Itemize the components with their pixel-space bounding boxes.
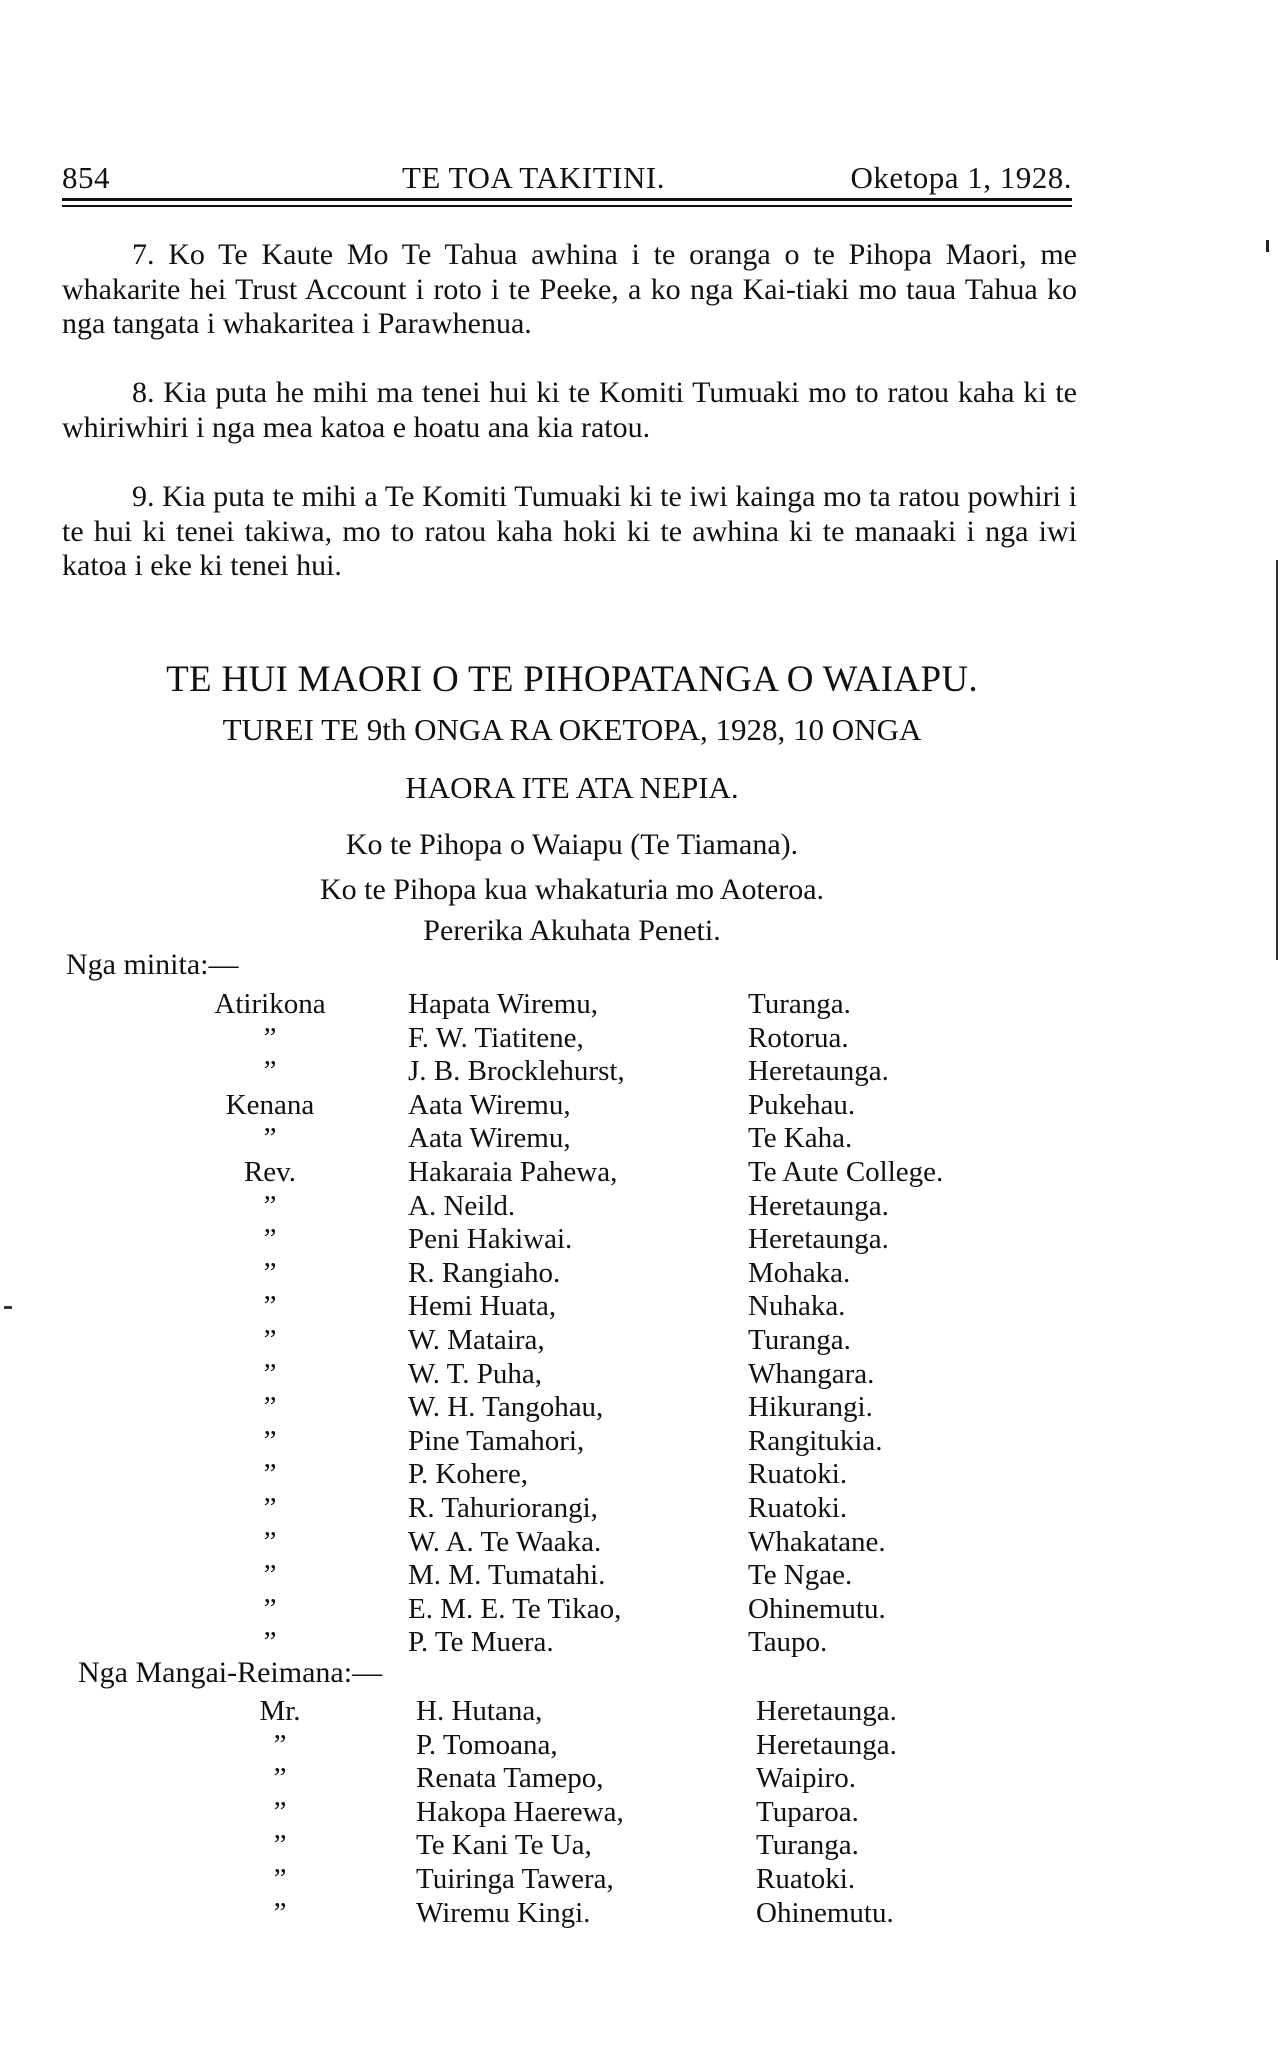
person-name: H. Hutana, [416,1695,543,1727]
person-name: R. Rangiaho. [408,1256,561,1289]
honorific: ” [263,1391,277,1424]
place-name: Taupo. [748,1626,828,1659]
honorific: ” [273,1728,287,1761]
honorific: ” [263,1290,277,1323]
page-number: 854 [62,160,110,195]
person-name: Hapata Wiremu, [408,988,598,1020]
scan-edge-line [1276,560,1278,960]
paragraph-8: 8. Kia puta he mihi ma tenei hui ki te Komiti Tumuaki mo to ratou kaha ki te whiriwhiri i nga mea katoa e hoatu ana kia ratou. [62,376,1077,444]
bennett-line: Pererika Akuhata Peneti. [423,914,721,947]
list-item [0,1863,1280,1897]
place-name: Pukehau. [748,1088,856,1121]
ministers-label: Nga minita:— [66,948,239,981]
list-item [0,1897,1280,1931]
person-name: P. Tomoana, [416,1728,558,1761]
honorific: ” [263,1055,277,1088]
list-item [0,1829,1280,1863]
place-name: Rangitukia. [748,1424,883,1457]
section-heading: TE HUI MAORI O TE PIHOPATANGA O WAIAPU. [166,659,978,700]
honorific: ” [263,1324,277,1356]
honorific: ” [263,1357,277,1390]
honorific: ” [263,1424,277,1457]
place-name: Heretaunga. [748,1223,889,1256]
person-name: W. Mataira, [408,1324,545,1356]
place-name: Heretaunga. [756,1728,897,1761]
person-name: Aata Wiremu, [408,1088,571,1121]
place-name: Turanga. [756,1829,859,1862]
scan-edge-mark [1266,240,1269,252]
honorific: ” [273,1829,287,1862]
place-name: Tuparoa. [756,1795,859,1828]
person-name: E. M. E. Te Tikao, [408,1592,622,1625]
bishop-line: Ko te Pihopa o Waiapu (Te Tiamana). [345,828,799,861]
place-name: Ohinemutu. [748,1592,886,1625]
honorific: Kenana [225,1088,315,1121]
place-name: Heretaunga. [756,1695,897,1727]
honorific: ” [273,1863,287,1895]
honorific: ” [263,1525,277,1558]
person-name: W. A. Te Waaka. [408,1525,602,1558]
person-name: P. Te Muera. [408,1626,554,1659]
place-name: Rotorua. [748,1021,849,1054]
person-name: W. H. Tangohau, [408,1391,604,1424]
scan-edge-mark-left [4,1306,12,1309]
paragraph-9: 9. Kia puta te mihi a Te Komiti Tumuaki ki te iwi kainga mo ta ratou powhiri i te hui ki tenei takiwa, mo to ratou kaha hoki ki te awhina ki te manaaki i nga iwi katoa i eke ki tenei hui. [62,480,1077,582]
person-name: Aata Wiremu, [408,1122,571,1155]
honorific: ” [273,1762,287,1795]
place-name: Whakatane. [748,1525,886,1558]
person-name: Renata Tamepo, [416,1762,604,1795]
section-subheading-time: HAORA ITE ATA NEPIA. [405,770,739,805]
honorific: ” [263,1021,277,1054]
place-name: Ruatoki. [756,1863,856,1895]
place-name: Ruatoki. [748,1492,848,1524]
list-item [0,1796,1280,1830]
honorific: ” [263,1592,277,1625]
place-name: Ohinemutu. [756,1896,894,1929]
place-name: Ruatoki. [748,1458,848,1491]
place-name: Heretaunga. [748,1189,889,1222]
honorific: ” [263,1458,277,1491]
publication-title: TE TOA TAKITINI. [402,160,665,195]
person-name: J. B. Brocklehurst, [408,1055,625,1088]
honorific: ” [263,1189,277,1222]
person-name: Hakaraia Pahewa, [408,1156,618,1188]
person-name: A. Neild. [408,1189,516,1222]
honorific: ” [263,1626,277,1659]
honorific: ” [273,1896,287,1929]
list-item [0,1729,1280,1763]
person-name: P. Kohere, [408,1458,529,1491]
place-name: Te Aute College. [748,1156,944,1188]
place-name: Heretaunga. [748,1055,889,1088]
bishop-aotearoa-line: Ko te Pihopa kua whakaturia mo Aoteroa. [319,873,825,906]
person-name: Wiremu Kingi. [416,1896,591,1929]
place-name: Hikurangi. [748,1391,873,1424]
issue-date: Oketopa 1, 1928. [850,160,1072,195]
person-name: F. W. Tiatitene, [408,1021,584,1054]
person-name: Pine Tamahori, [408,1424,585,1457]
person-name: Hakopa Haerewa, [416,1795,624,1828]
person-name: Te Kani Te Ua, [416,1829,592,1862]
honorific: Rev. [243,1156,297,1188]
person-name: W. T. Puha, [408,1357,542,1390]
place-name: Turanga. [748,988,851,1020]
honorific: ” [263,1559,277,1592]
person-name: Peni Hakiwai. [408,1223,573,1256]
place-name: Whangara. [748,1357,875,1390]
section-subheading-date: TUREI TE 9th ONGA RA OKETOPA, 1928, 10 ONGA [222,712,922,747]
person-name: R. Tahuriorangi, [408,1492,598,1524]
paragraph-7: 7. Ko Te Kaute Mo Te Tahua awhina i te oranga o te Pihopa Maori, me whakarite hei Trust Account i roto i te Peeke, a ko nga Kai-tiaki mo taua Tahua ko nga tangata i whakaritea i Parawhenua. [62,238,1077,340]
place-name: Waipiro. [756,1762,856,1795]
honorific: ” [263,1122,277,1155]
honorific: ” [263,1256,277,1289]
place-name: Mohaka. [748,1256,851,1289]
place-name: Te Ngae. [748,1559,853,1592]
list-item [0,1695,1280,1729]
honorific: ” [273,1795,287,1828]
person-name: Tuiringa Tawera, [416,1863,614,1895]
place-name: Nuhaka. [748,1290,846,1323]
honorific: ” [263,1492,277,1524]
honorific: ” [263,1223,277,1256]
place-name: Turanga. [748,1324,851,1356]
honorific: Mr. [259,1695,301,1727]
place-name: Te Kaha. [748,1122,853,1155]
person-name: M. M. Tumatahi. [408,1559,606,1592]
honorific: Atirikona [214,988,326,1020]
lay-readers-label: Nga Mangai-Reimana:— [78,1656,383,1689]
person-name: Hemi Huata, [408,1290,557,1323]
list-item [0,1762,1280,1796]
